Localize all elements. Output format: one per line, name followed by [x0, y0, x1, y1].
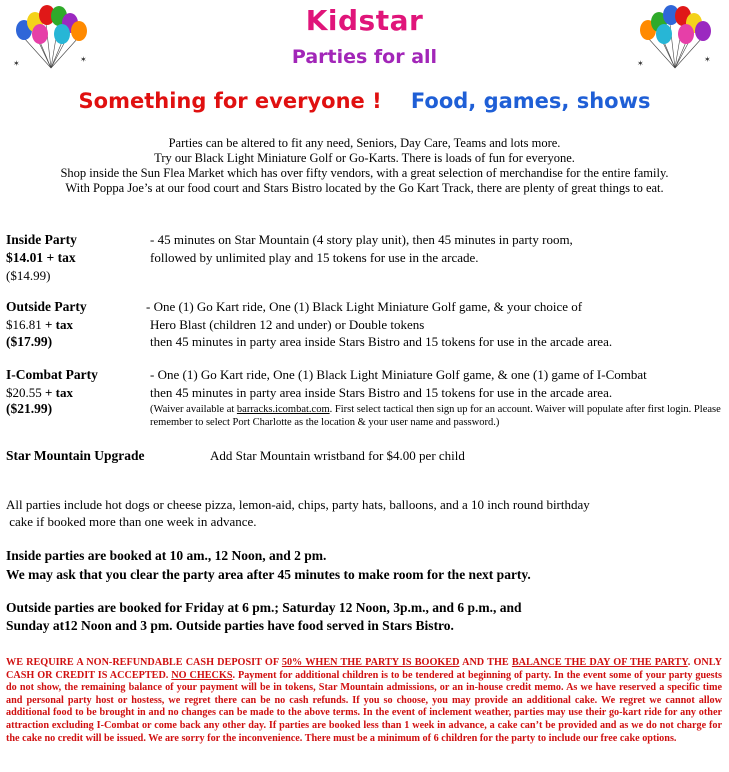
- outside-schedule-line: Sunday at12 Noon and 3 pm. Outside parties have food served in Stars Bistro.: [6, 618, 454, 633]
- icombat-waiver-note: [150, 403, 722, 429]
- deposit-text: . ONLY CASH OR CREDIT IS ACCEPTED.: [6, 657, 722, 681]
- deposit-text: BALANCE THE DAY OF THE PARTY: [511, 657, 688, 668]
- outside-party-price-amount: $16.81: [6, 317, 42, 332]
- deposit-text: 50% WHEN THE PARTY IS BOOKED: [281, 657, 460, 668]
- icombat-party-desc-line: then 45 minutes in party area inside Stars Bistro and 15 tokens for use in the arcade area.: [150, 385, 613, 400]
- deposit-text: . Payment for additional children is to be tendered at beginning of party. In the event some of your party guests do not show, the remaining balance of your payment will be in tokens, Star Mountain admissions, or an in-house credit memo. As we have reserved a specific time and personal party host or hostess, we regret there can be no cash refunds. If you so choose, you may provide an additional cake. We regret we cannot allow additional food to be brought in and no changes can be made to the above terms. In the event of inclement weather, parties may use their go-kart ride for any other attraction excluding I-Combat or come back any other day. If parties are booked less than 1 week in advance, a cake can’t be provided and as we do not charge for the cake no credit will be issued. We are sorry for the inconvenience. There must be a minimum of 6 children for the party to include our free cake options.: [6, 669, 722, 744]
- icombat-party-price-tax: + tax: [41, 385, 73, 400]
- svg-text:✶: ✶: [637, 59, 644, 68]
- waiver-link[interactable]: barracks.icombat.com: [236, 404, 330, 415]
- outside-party-name: Outside Party: [6, 299, 87, 314]
- inside-party-desc-line: followed by unlimited play and 15 tokens for use in the arcade.: [150, 250, 479, 265]
- inside-party-desc-line: - 45 minutes on Star Mountain (4 story play unit), then 45 minutes in party room,: [150, 232, 573, 247]
- tagline-part-2: Food, games, shows: [410, 89, 651, 113]
- deposit-terms: [6, 657, 722, 745]
- tagline-part-1: Something for everyone !: [78, 89, 382, 113]
- inside-party-name: Inside Party: [6, 232, 77, 247]
- inside-schedule-line: Inside parties are booked at 10 am., 12 Noon, and 2 pm.: [6, 548, 327, 563]
- page-title: Kidstar: [305, 4, 424, 37]
- icombat-party-desc-line: - One (1) Go Kart ride, One (1) Black Light Miniature Golf game, & one (1) game of I-Combat: [150, 367, 647, 382]
- deposit-text: NO CHECKS: [171, 669, 233, 681]
- deposit-text: AND THE: [459, 657, 512, 668]
- outside-party-total: ($17.99): [6, 334, 53, 349]
- waiver-text: . First select tactical then sign up for an account. Waiver will populate after first login. Please remember to select Port Charlotte as the location & your user name and password.): [150, 404, 721, 428]
- tagline: [0, 89, 729, 113]
- outside-party-price: [6, 317, 73, 333]
- inside-party-price: $14.01 + tax: [6, 250, 76, 265]
- inside-party-total: ($14.99): [6, 268, 51, 283]
- all-parties-line: cake if booked more than one week in advance.: [6, 514, 257, 529]
- icombat-party-total: ($21.99): [6, 401, 53, 416]
- svg-text:✶: ✶: [13, 59, 20, 68]
- all-parties-line: All parties include hot dogs or cheese pizza, lemon-aid, chips, party hats, balloons, and a 10 inch round birthday: [6, 497, 590, 512]
- icombat-party-price-amount: $20.55: [6, 385, 42, 400]
- deposit-text: WE REQUIRE A NON-REFUNDABLE CASH DEPOSIT OF: [6, 657, 282, 668]
- intro-line: Try our Black Light Miniature Golf or Go-Karts. There is loads of fun for everyone.: [154, 151, 575, 165]
- page-subtitle: Parties for all: [291, 46, 438, 68]
- icombat-party-price: [6, 385, 73, 401]
- intro-line: Parties can be altered to fit any need, Seniors, Day Care, Teams and lots more.: [168, 136, 561, 150]
- inside-schedule-line: We may ask that you clear the party area after 45 minutes to make room for the next party.: [6, 567, 531, 582]
- upgrade-name: Star Mountain Upgrade: [6, 448, 145, 463]
- intro-paragraph: [0, 136, 729, 196]
- outside-party-desc-line: Hero Blast (children 12 and under) or Double tokens: [150, 317, 425, 332]
- upgrade-text: Add Star Mountain wristband for $4.00 per child: [210, 448, 465, 463]
- outside-party-desc-line: - One (1) Go Kart ride, One (1) Black Light Miniature Golf game, & your choice of: [146, 299, 583, 314]
- intro-line: Shop inside the Sun Flea Market which has over fifty vendors, with a great selection of merchandise for the entire family.: [60, 166, 669, 180]
- svg-text:✶: ✶: [80, 55, 87, 64]
- icombat-party-name: I-Combat Party: [6, 367, 98, 382]
- waiver-text: (Waiver available at: [150, 404, 237, 415]
- svg-text:✶: ✶: [704, 55, 711, 64]
- outside-schedule-line: Outside parties are booked for Friday at 6 pm.; Saturday 12 Noon, 3p.m., and 6 p.m., and: [6, 600, 522, 615]
- outside-party-desc-line: then 45 minutes in party area inside Stars Bistro and 15 tokens for use in the arcade area.: [150, 334, 613, 349]
- intro-line: With Poppa Joe’s at our food court and Stars Bistro located by the Go Kart Track, there are plenty of great things to eat.: [65, 181, 664, 195]
- outside-party-price-tax: + tax: [41, 317, 73, 332]
